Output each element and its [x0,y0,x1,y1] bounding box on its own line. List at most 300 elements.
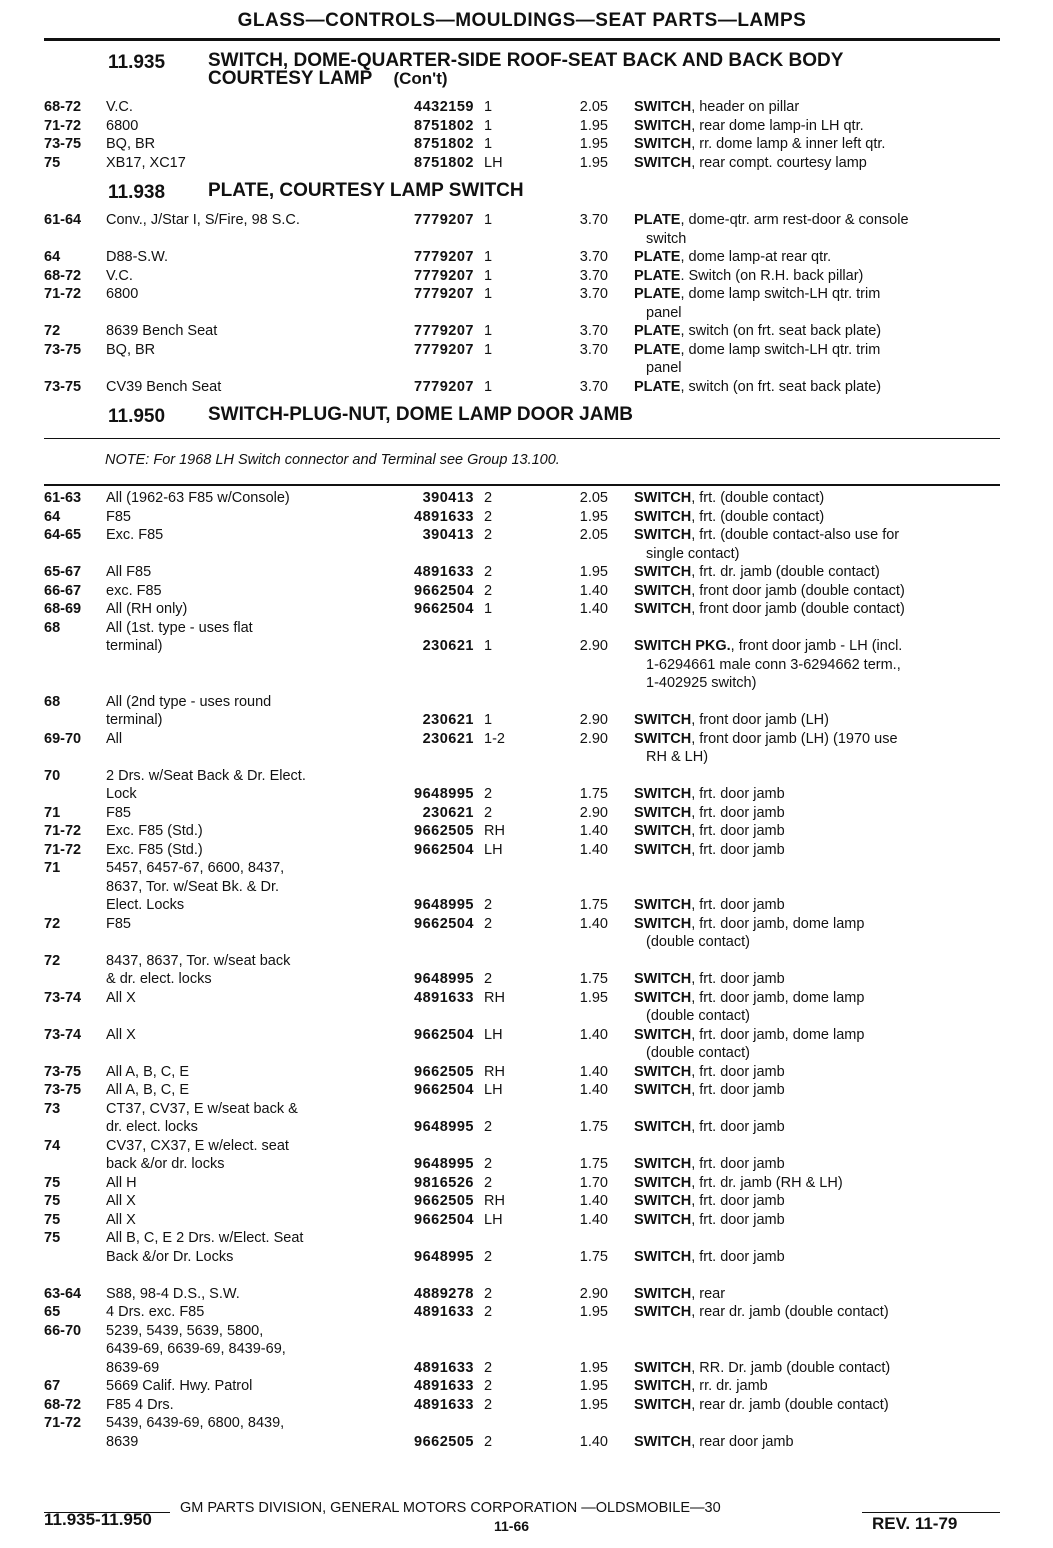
price: 3.70 [579,267,608,284]
year-range: 72 [44,323,61,339]
year-range: 71-72 [44,1415,82,1431]
price: 3.70 [579,286,608,302]
price: 1.40 [579,1082,608,1098]
part-detail: , RR. Dr. jamb (double contact) [691,1359,891,1376]
quantity: 1 [484,249,493,265]
part-detail: , front door jamb (double contact) [691,582,905,599]
part-detail: , rear compt. courtesy lamp [691,154,867,171]
part-row [44,526,1000,545]
year-range: 75 [44,154,61,171]
quantity: 2 [484,1156,493,1172]
part-name: SWITCH [634,1119,692,1135]
application: S88, 98-4 D.S., S.W. [106,1285,240,1302]
part-number: 7779207 [414,212,474,228]
part-row [44,1396,1000,1415]
price: 1.95 [579,117,608,134]
header-rule [44,38,1000,41]
part-number: 9662504 [414,841,474,858]
part-name: SWITCH [634,564,692,580]
part-row [44,1118,1000,1137]
year-range: 71-72 [44,286,82,302]
application: BQ, BR [106,136,156,152]
description [634,211,1000,230]
quantity: 1 [484,99,493,115]
application: All (1962-63 F85 w/Console) [106,490,290,506]
quantity: 1-2 [484,730,505,747]
price: 1.40 [579,823,608,839]
part-row [44,1155,1000,1174]
application: 8639 [106,1433,139,1450]
part-name: PLATE [634,286,681,302]
price: 1.95 [579,1396,608,1413]
price: 2.05 [579,527,608,543]
part-row [44,619,1000,638]
description [634,267,1000,286]
part-detail: , dome lamp-at rear qtr. [680,249,832,265]
part-number: 9662504 [414,915,474,932]
description [634,1118,1000,1137]
section-rule [44,438,1000,439]
part-name: SWITCH [634,1174,692,1191]
part-name: SWITCH [634,1063,692,1080]
part-detail: , dome lamp switch-LH qtr. trim [680,341,881,358]
part-detail: , frt. dr. jamb (double contact) [691,564,880,580]
price: 1.95 [579,989,608,1006]
application: 8437, 8637, Tor. w/seat back [106,952,291,969]
part-detail: , frt. door jamb, dome lamp [691,989,865,1006]
year-range: 68-69 [44,601,82,617]
part-row [44,1174,1000,1193]
part-row [44,545,1000,564]
year-range: 73-75 [44,378,82,395]
application: CV37, CX37, E w/elect. seat [106,1137,289,1154]
part-detail: , frt. door jamb [691,971,785,987]
year-range: 68 [44,619,61,636]
description [634,730,1000,749]
part-row [44,135,1000,154]
description [634,359,1000,378]
year-range: 73-75 [44,1063,82,1080]
part-detail: , frt. door jamb [691,786,785,802]
application: All X [106,989,136,1006]
quantity: 1 [484,323,493,339]
description [634,1396,1000,1415]
part-row [44,1248,1000,1267]
part-name: SWITCH [634,1304,692,1320]
quantity: 2 [484,564,493,580]
part-row [44,285,1000,304]
description [634,378,1000,397]
part-name: SWITCH [634,490,692,506]
quantity: 1 [484,601,493,617]
year-range: 73-74 [44,989,82,1006]
description [634,563,1000,582]
year-range: 66-67 [44,582,82,599]
part-row [44,1322,1000,1341]
part-name: PLATE [634,323,681,339]
part-row [44,508,1000,527]
application: Back &/or Dr. Locks [106,1248,234,1265]
price: 3.70 [579,212,608,228]
quantity: 1 [484,378,493,395]
part-number: 8751802 [414,136,474,152]
application: V.C. [106,267,133,284]
price: 2.90 [579,804,608,821]
price: 3.70 [579,323,608,339]
year-range: 75 [44,1174,61,1191]
price: 2.05 [579,99,608,115]
application: All A, B, C, E [106,1082,189,1098]
part-number: 230621 [422,730,474,747]
description [634,1155,1000,1174]
part-row [44,933,1000,952]
part-number: 8751802 [414,117,474,134]
part-number: 230621 [422,804,474,821]
description [634,1303,1000,1322]
part-number: 4432159 [414,99,474,115]
part-number: 4889278 [414,1285,474,1302]
quantity: 2 [484,1285,493,1302]
part-row [44,117,1000,136]
part-row [44,859,1000,878]
footer-rule-right [862,1512,1000,1513]
description [634,748,1000,767]
part-number: 7779207 [414,341,474,358]
quantity: 2 [484,1248,493,1265]
year-range: 64 [44,249,61,265]
description [634,117,1000,136]
year-range: 61-64 [44,212,82,228]
part-detail: , frt. dr. jamb (RH & LH) [691,1174,843,1191]
description [634,1211,1000,1230]
year-range: 72 [44,952,61,969]
part-name: SWITCH [634,1378,692,1394]
application: All (1st. type - uses flat [106,619,253,636]
quantity: 1 [484,638,493,654]
quantity: LH [484,154,503,171]
part-row [44,582,1000,601]
application: Exc. F85 [106,527,164,543]
part-number: 7779207 [414,323,474,339]
description [634,285,1000,304]
part-row [44,1285,1000,1304]
part-number: 390413 [422,490,474,506]
part-number: 9648995 [414,971,474,987]
part-name: SWITCH [634,601,692,617]
part-row [44,896,1000,915]
part-detail: , frt. door jamb [691,1082,785,1098]
part-row [44,1192,1000,1211]
application: CV39 Bench Seat [106,378,222,395]
year-range: 70 [44,767,61,784]
part-row [44,1137,1000,1156]
part-name: SWITCH [634,1248,692,1265]
description [634,896,1000,915]
part-detail: , frt. door jamb [691,1156,785,1172]
description [634,970,1000,989]
application: All (RH only) [106,601,188,617]
part-row [44,1303,1000,1322]
application: 6800 [106,286,139,302]
part-name: SWITCH [634,1156,692,1172]
part-number: 9662504 [414,1211,474,1228]
price: 1.70 [579,1174,608,1191]
quantity: 2 [484,804,493,821]
part-name: SWITCH [634,117,692,134]
application: All H [106,1174,137,1191]
year-range: 68-72 [44,99,82,115]
quantity: LH [484,1026,503,1043]
part-row [44,1100,1000,1119]
application: 8639 Bench Seat [106,323,218,339]
description [634,154,1000,173]
part-detail: , rear dr. jamb (double contact) [691,1304,889,1320]
description [634,304,1000,323]
description [634,600,1000,619]
description [634,1377,1000,1396]
part-row [44,1211,1000,1230]
year-range: 65-67 [44,564,82,580]
description [634,1044,1000,1063]
part-number: 4891633 [414,1304,474,1320]
part-detail: , frt. door jamb [691,1119,785,1135]
application: 5669 Calif. Hwy. Patrol [106,1378,253,1394]
part-detail: (double contact) [646,934,750,950]
year-range: 66-70 [44,1322,82,1339]
year-range: 63-64 [44,1285,82,1302]
part-number: 230621 [422,638,474,654]
group-number: 11.950 [108,406,166,427]
part-detail: , frt. door jamb, dome lamp [691,1026,865,1043]
part-name: SWITCH [634,582,692,599]
part-row [44,322,1000,341]
price: 1.40 [579,1026,608,1043]
part-name: SWITCH [634,1285,692,1302]
price: 1.95 [579,1359,608,1376]
part-number: 9648995 [414,1119,474,1135]
quantity: 2 [484,786,493,802]
description [634,98,1000,117]
application: Exc. F85 (Std.) [106,841,203,858]
description [634,322,1000,341]
application: back &/or dr. locks [106,1156,225,1172]
note-text: NOTE: For 1968 LH Switch connector and Terminal see Group 13.100. [105,452,560,468]
quantity: 2 [484,971,493,987]
application: F85 [106,915,131,932]
quantity: LH [484,1211,503,1228]
year-range: 72 [44,915,61,932]
application: & dr. elect. locks [106,971,212,987]
part-detail: , rear dr. jamb (double contact) [691,1396,889,1413]
description [634,804,1000,823]
description [634,248,1000,267]
price: 1.75 [579,1248,608,1265]
quantity: RH [484,823,505,839]
part-row [44,711,1000,730]
price: 1.40 [579,1063,608,1080]
application: CT37, CV37, E w/seat back & [106,1100,298,1117]
part-detail: panel [646,360,682,376]
part-row [44,154,1000,173]
description [634,1063,1000,1082]
part-row [44,1433,1000,1452]
price: 2.90 [579,638,608,654]
application: dr. elect. locks [106,1119,198,1135]
year-range: 67 [44,1378,61,1394]
part-name: SWITCH [634,897,692,913]
footer-group-range: 11.935-11.950 [44,1510,152,1529]
part-row [44,378,1000,397]
part-number: 9648995 [414,786,474,802]
year-range: 68 [44,693,61,710]
description [634,785,1000,804]
quantity: 2 [484,1378,493,1394]
application: F85 [106,508,131,525]
quantity: 1 [484,117,493,134]
part-detail: , frt. door jamb [691,1063,785,1080]
application: 4 Drs. exc. F85 [106,1304,205,1320]
group-title: SWITCH-PLUG-NUT, DOME LAMP DOOR JAMB [208,404,634,425]
part-number: 4891633 [414,989,474,1006]
part-detail: , rr. dome lamp & inner left qtr. [691,136,886,152]
price: 2.90 [579,712,608,728]
application: All X [106,1211,136,1228]
part-detail: , frt. door jamb [691,804,785,821]
quantity: 2 [484,1119,493,1135]
part-detail: , frt. door jamb [691,1211,785,1228]
description [634,915,1000,934]
quantity: LH [484,841,503,858]
price: 1.95 [579,508,608,525]
part-row [44,1229,1000,1248]
part-detail: 1-402925 switch) [646,675,757,691]
price: 1.95 [579,1304,608,1320]
part-row [44,1359,1000,1378]
part-name: PLATE [634,378,681,395]
part-detail: , frt. door jamb, dome lamp [691,915,865,932]
part-row [44,248,1000,267]
year-range: 64 [44,508,61,525]
description [634,135,1000,154]
part-row [44,730,1000,749]
year-range: 61-63 [44,490,82,506]
quantity: 1 [484,341,493,358]
part-row [44,637,1000,656]
price: 1.40 [579,582,608,599]
part-name: SWITCH [634,99,692,115]
quantity: 1 [484,212,493,228]
quantity: RH [484,1063,505,1080]
description [634,1081,1000,1100]
part-detail: , frt. (double contact) [691,490,825,506]
part-name: SWITCH [634,786,692,802]
part-detail: , front door jamb - LH (incl. [730,638,903,654]
year-range: 73 [44,1100,61,1117]
application: 8637, Tor. w/Seat Bk. & Dr. [106,878,280,895]
part-name: SWITCH PKG. [634,638,731,654]
part-detail: , frt. (double contact) [691,508,825,525]
part-number: 390413 [422,527,474,543]
part-row [44,989,1000,1008]
part-number: 7779207 [414,286,474,302]
application: F85 4 Drs. [106,1396,174,1413]
description [634,1174,1000,1193]
part-row [44,600,1000,619]
part-number: 9662505 [414,1193,474,1209]
part-row [44,804,1000,823]
part-detail: , switch (on frt. seat back plate) [680,378,882,395]
part-name: SWITCH [634,989,692,1006]
price: 1.95 [579,564,608,580]
part-name: SWITCH [634,1193,692,1209]
part-name: PLATE [634,212,681,228]
part-row [44,1414,1000,1433]
section-11938-rows [44,211,1000,396]
quantity: 1 [484,267,493,284]
year-range: 75 [44,1211,61,1228]
part-number: 9648995 [414,1156,474,1172]
application: 8639-69 [106,1359,160,1376]
application: 2 Drs. w/Seat Back & Dr. Elect. [106,767,306,784]
group-title-line1: SWITCH, DOME-QUARTER-SIDE ROOF-SEAT BACK AND BACK BODY [208,50,844,71]
quantity: 2 [484,915,493,932]
price: 1.95 [579,154,608,171]
year-range: 71-72 [44,823,82,839]
application: All F85 [106,564,152,580]
quantity: 1 [484,286,493,302]
part-name: PLATE [634,341,681,358]
part-row [44,785,1000,804]
price: 1.40 [579,841,608,858]
part-detail: , rr. dr. jamb [691,1378,768,1394]
price: 1.75 [579,1156,608,1172]
part-row [44,98,1000,117]
application: All (2nd type - uses round [106,693,272,710]
application: F85 [106,804,131,821]
part-number: 4891633 [414,508,474,525]
year-range: 74 [44,1137,61,1154]
description [634,822,1000,841]
description [634,1433,1000,1452]
part-row [44,674,1000,693]
price: 1.95 [579,1378,608,1394]
part-detail: , dome lamp switch-LH qtr. trim [680,286,881,302]
section-11935-rows [44,98,1000,172]
part-detail: 1-6294661 male conn 3-6294662 term., [646,656,901,673]
quantity: 2 [484,1433,493,1450]
application: V.C. [106,99,133,115]
quantity: 2 [484,1359,493,1376]
part-detail: , header on pillar [691,99,800,115]
part-detail: , frt. door jamb [691,1248,785,1265]
part-row [44,341,1000,360]
description [634,1285,1000,1304]
price: 1.95 [579,136,608,152]
year-range: 71-72 [44,117,82,134]
description [634,637,1000,656]
application: Lock [106,786,137,802]
part-row [44,1340,1000,1359]
part-name: SWITCH [634,136,692,152]
part-detail: , rear [691,1285,726,1302]
price: 3.70 [579,378,608,395]
price: 3.70 [579,249,608,265]
part-row [44,878,1000,897]
part-number: 7779207 [414,378,474,395]
quantity: 1 [484,136,493,152]
price: 1.75 [579,971,608,987]
year-range: 73-75 [44,341,82,358]
